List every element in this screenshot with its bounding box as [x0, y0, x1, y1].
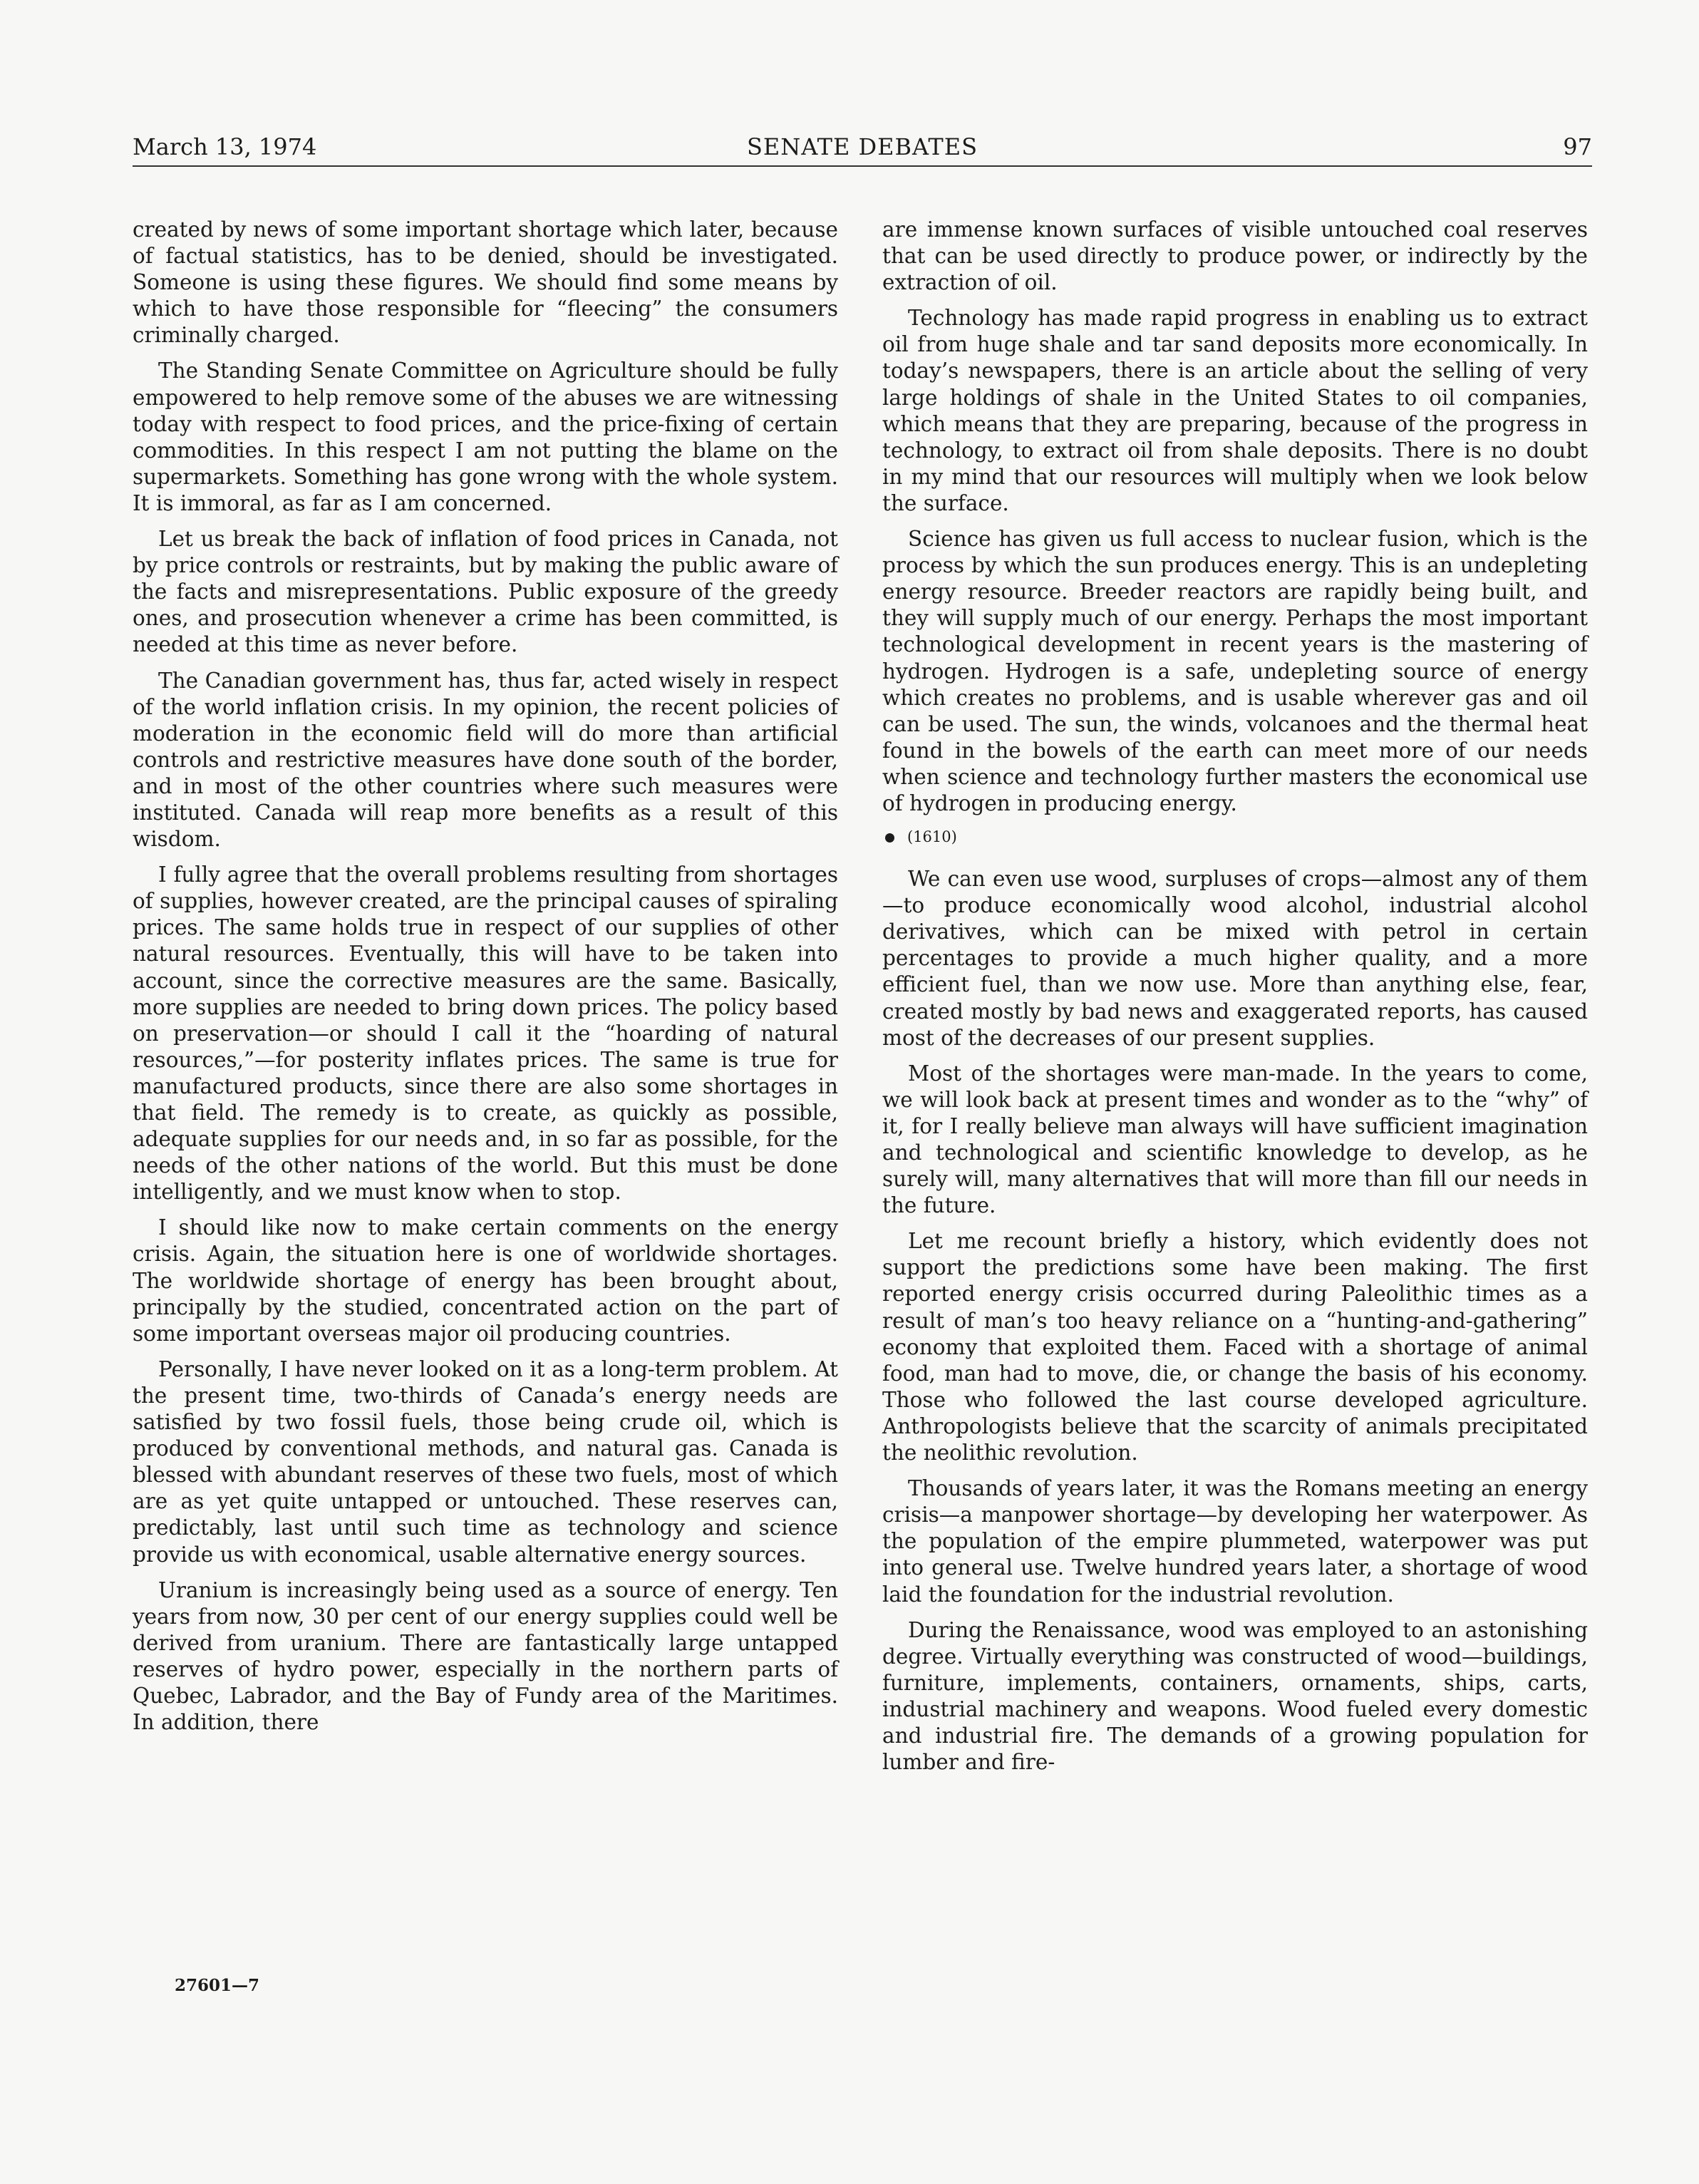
footer-signature: 27601—7: [175, 1976, 260, 1995]
header-title: SENATE DEBATES: [746, 133, 978, 160]
paragraph: are immense known surfaces of visible untouched coal reserves that can be used directly to produce power, or indirectly by the extraction of oil.: [882, 217, 1588, 295]
paragraph: We can even use wood, surpluses of crops—almost any of them—to produce economically wood alcohol, industrial alcohol derivatives, which can be mixed with petrol in certain percentages to provide a much higher quality, and a more efficient fuel, than we now use. More than anything else, fear, created mostly by bad news and exaggerated reports, has caused most of the decreases of our present supplies.: [882, 867, 1588, 1050]
paragraph: Let me recount briefly a history, which evidently does not support the predictions some have been making. The first reported energy crisis occurred during Paleolithic times as a result of man’s too heavy reliance on a “hunting-and-gathering” economy that exploited them. Faced with a shortage of animal food, man had to move, die, or change the basis of his economy. Those who followed the last course developed agriculture. Anthropologists believe that the scarcity of animals precipitated the neolithic revolution.: [882, 1229, 1588, 1466]
paragraph: The Canadian government has, thus far, acted wisely in respect of the world inflation crisis. In my opinion, the recent policies of moderation in the economic field will do more than artificial controls and restrictive measures have done south of the border, and in most of the other countries where such measures were instituted. Canada will reap more benefits as a result of this wisdom.: [133, 668, 838, 852]
header-date: March 13, 1974: [133, 133, 317, 160]
paragraph: Let us break the back of inflation of food prices in Canada, not by price controls or restraints, but by making the public aware of the facts and misrepresentations. Public exposure of the greedy ones, and prosecution whenever a crime has been committed, is needed at this time as never before.: [133, 527, 838, 657]
time-marker: [885, 826, 1588, 848]
paragraph: Personally, I have never looked on it as a long-term problem. At the present time, two-thirds of Canada’s energy needs are satisfied by two fossil fuels, those being crude oil, which is produced by conventional methods, and natural gas. Canada is blessed with abundant reserves of these two fuels, most of which are as yet quite untapped or untouched. These reserves can, predictably, last until such time as technology and science provide us with economical, usable alternative energy sources.: [133, 1356, 838, 1567]
page-number: 97: [1563, 133, 1592, 160]
paragraph: During the Renaissance, wood was employed to an astonishing degree. Virtually everything was constructed of wood—buildings, furniture, implements, containers, ornaments, ships, carts, industrial machinery and weapons. Wood fueled every domestic and industrial fire. The demands of a growing population for lumber and fire-: [882, 1617, 1588, 1775]
right-column: [882, 217, 1588, 1785]
paragraph: Science has given us full access to nuclear fusion, which is the process by which the sun produces energy. This is an undepleting energy resource. Breeder reactors are rapidly being built, and they will supply much of our energy. Perhaps the most important technological development in recent years is the mastering of hydrogen. Hydrogen is a safe, undepleting source of energy which creates no problems, and is usable wherever gas and oil can be used. The sun, the winds, volcanoes and the thermal heat found in the bowels of the earth can meet more of our needs when science and technology further masters the economical use of hydrogen in producing energy.: [882, 527, 1588, 815]
paragraph: Technology has made rapid progress in enabling us to extract oil from huge shale and tar sand deposits more economically. In today’s newspapers, there is an article about the selling of very large holdings of shale in the United States to oil companies, which means that they are preparing, because of the progress in technology, to extract oil from shale deposits. There is no doubt in my mind that our resources will multiply when we look below the surface.: [882, 306, 1588, 515]
paragraph: created by news of some important shortage which later, because of factual statistics, has to be denied, should be investigated. Someone is using these figures. We should find some means by which to have those responsible for “fleecing” the consumers criminally charged.: [133, 217, 838, 348]
time-marker-label: (1610): [907, 828, 957, 846]
paragraph: Uranium is increasingly being used as a source of energy. Ten years from now, 30 per cent of our energy supplies could well be derived from uranium. There are fantastically large untapped reserves of hydro power, especially in the northern parts of Quebec, Labrador, and the Bay of Fundy area of the Maritimes. In addition, there: [133, 1577, 838, 1735]
paragraph: Most of the shortages were man-made. In the years to come, we will look back at present times and wonder as to the “why” of it, for I really believe man always will have sufficient imagination and technological and scientific knowledge to develop, as he surely will, many alternatives that will more than fill our needs in the future.: [882, 1061, 1588, 1218]
page-header: [133, 134, 1592, 167]
paragraph: I should like now to make certain comments on the energy crisis. Again, the situation here is one of worldwide shortages. The worldwide shortage of energy has been brought about, principally by the studied, concentrated action on the part of some important overseas major oil producing countries.: [133, 1215, 838, 1346]
bullet-icon: [885, 833, 894, 843]
paragraph: Thousands of years later, it was the Romans meeting an energy crisis—a manpower shortage—by developing her waterpower. As the population of the empire plummeted, waterpower was put into general use. Twelve hundred years later, a shortage of wood laid the foundation for the industrial revolution.: [882, 1476, 1588, 1607]
paragraph: I fully agree that the overall problems resulting from shortages of supplies, however created, are the principal causes of spiraling prices. The same holds true in respect of our supplies of other natural resources. Eventually, this will have to be taken into account, since the corrective measures are the same. Basically, more supplies are needed to bring down prices. The policy based on preservation—or should I call it the “hoarding of natural resources,”—for posterity inflates prices. The same is true for manufactured products, since there are also some shortages in that field. The remedy is to create, as quickly as possible, adequate supplies for our needs and, in so far as possible, for the needs of the other nations of the world. But this must be done intelligently, and we must know when to stop.: [133, 862, 838, 1205]
left-column: [133, 217, 838, 1745]
paragraph: The Standing Senate Committee on Agriculture should be fully empowered to help remove some of the abuses we are witnessing today with respect to food prices, and the price-fixing of certain commodities. In this respect I am not putting the blame on the supermarkets. Something has gone wrong with the whole system. It is immoral, as far as I am concerned.: [133, 359, 838, 515]
